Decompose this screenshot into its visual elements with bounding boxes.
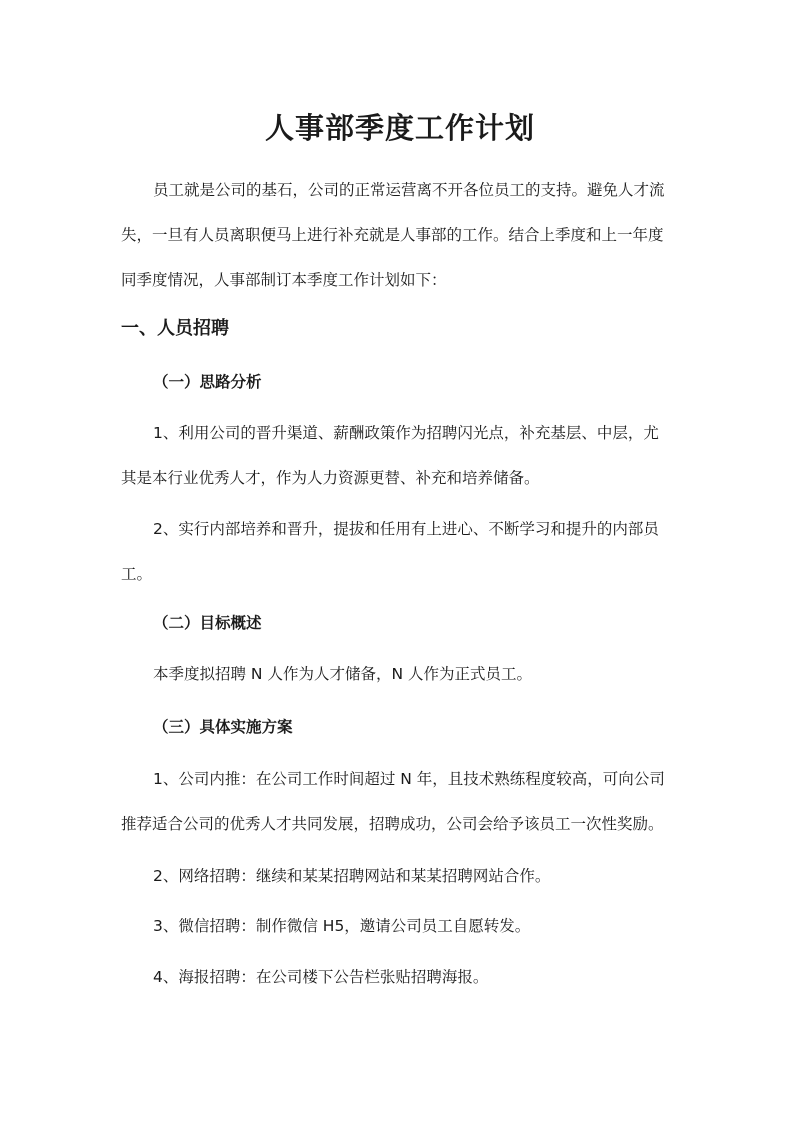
subsection-heading-goals: （二）目标概述: [153, 614, 262, 632]
subsection-heading-analysis: （一）思路分析: [153, 373, 262, 391]
plan-item-2: 2、网络招聘：继续和某某招聘网站和某某招聘网站合作。: [153, 867, 551, 885]
document-title: 人事部季度工作计划: [264, 111, 535, 145]
subsection-heading-plan: （三）具体实施方案: [153, 718, 293, 736]
intro-line-3: 同季度情况，人事部制订本季度工作计划如下：: [121, 271, 447, 289]
plan-item-1-line-1: 1、公司内推：在公司工作时间超过 N 年，且技术熟练程度较高，可向公司: [153, 770, 665, 788]
analysis-item-2-line-1: 2、实行内部培养和晋升，提拔和任用有上进心、不断学习和提升的内部员: [153, 520, 659, 538]
plan-item-3: 3、微信招聘：制作微信 H5，邀请公司员工自愿转发。: [153, 917, 531, 935]
analysis-item-2-line-2: 工。: [121, 565, 153, 583]
goals-text: 本季度拟招聘 N 人作为人才储备，N 人作为正式员工。: [153, 665, 532, 683]
plan-item-4: 4、海报招聘：在公司楼下公告栏张贴招聘海报。: [153, 968, 489, 986]
intro-line-1: 员工就是公司的基石，公司的正常运营离不开各位员工的支持。避免人才流: [153, 181, 665, 199]
plan-item-1-line-2: 推荐适合公司的优秀人才共同发展，招聘成功，公司会给予该员工一次性奖励。: [121, 815, 664, 833]
analysis-item-1-line-1: 1、利用公司的晋升渠道、薪酬政策作为招聘闪光点，补充基层、中层，尤: [153, 424, 659, 442]
section-heading-recruitment: 一、人员招聘: [121, 318, 229, 339]
analysis-item-1-line-2: 其是本行业优秀人才，作为人力资源更替、补充和培养储备。: [121, 469, 540, 487]
intro-line-2: 失，一旦有人员离职便马上进行补充就是人事部的工作。结合上季度和上一年度: [121, 226, 664, 244]
